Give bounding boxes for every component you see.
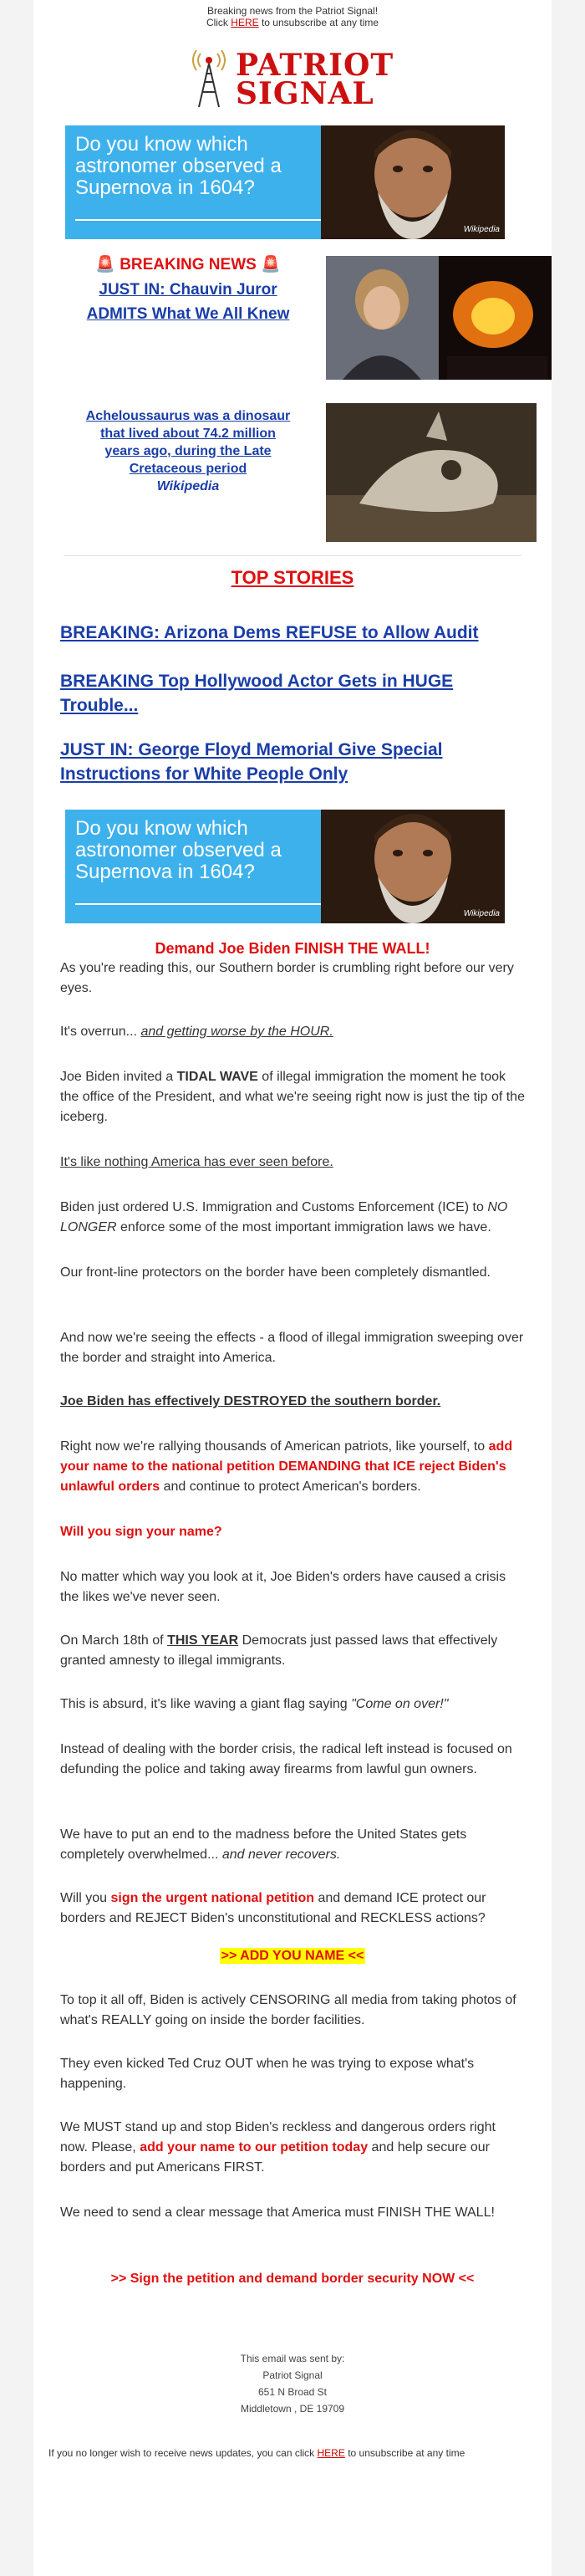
cta-container xyxy=(33,1949,552,1964)
fact-link[interactable]: Acheloussaurus was a dinosaur that lived about 74.2 million years ago, during the Late Cretaceous period xyxy=(85,409,291,476)
paragraph: Will you sign the urgent national petition and demand ICE protect our borders and REJECT Biden's unconstitutional and RECKLESS actions? xyxy=(60,1891,486,1925)
astronomer-portrait-image xyxy=(321,125,505,239)
banner-underline xyxy=(75,219,326,221)
paragraph: This is absurd, it's like waving a giant flag saying "Come on over!" xyxy=(60,1697,449,1711)
add-name-cta-button[interactable]: >> ADD YOU NAME << xyxy=(221,1949,364,1963)
paragraph: They even kicked Ted Cruz OUT when he was trying to expose what's happening. xyxy=(60,2057,475,2091)
paragraph: Right now we're rallying thousands of American patriots, like yourself, to add your name to the national petition DEMANDING that ICE reject Biden's unlawful orders and continue to protect American's borders. xyxy=(60,1439,513,1494)
banner-question: Do you know which astronomer observed a Supernova in 1604? xyxy=(75,817,282,883)
petition-inline-link[interactable]: add your name to our petition today xyxy=(140,2140,369,2154)
breaking-news-image[interactable] xyxy=(326,256,552,380)
paragraph: We have to put an end to the madness before the United States gets completely overwhelmed... and never recovers. xyxy=(60,1827,467,1862)
paragraph: And now we're seeing the effects - a flood of illegal immigration sweeping over the border and straight into America. xyxy=(60,1331,524,1365)
astronomer-portrait-image xyxy=(321,810,505,923)
petition-inline-link[interactable]: sign the urgent national petition xyxy=(110,1891,315,1905)
preheader-text: Breaking news from the Patriot Signal! xyxy=(206,5,379,17)
banner-underline xyxy=(75,903,326,905)
preheader xyxy=(33,5,552,28)
patriot-signal-logo[interactable] xyxy=(192,47,435,112)
paragraph: Will you sign your name? xyxy=(60,1525,222,1539)
paragraph: Instead of dealing with the border crisis, the radical left instead is focused on defunding the police and taking away firearms from lawful gun owners. xyxy=(60,1742,512,1776)
banner-credit: Wikipedia xyxy=(463,909,500,918)
paragraph: It's like nothing America has ever seen before. xyxy=(60,1155,333,1169)
unsubscribe-link-bottom[interactable]: HERE xyxy=(317,2447,345,2459)
email-page xyxy=(33,0,552,2576)
footer-unsubscribe: If you no longer wish to receive news updates, you can click HERE to unsubscribe at any time xyxy=(48,2447,465,2459)
breaking-headline-link[interactable]: JUST IN: Chauvin Juror ADMITS What We All Knew xyxy=(86,281,290,323)
divider xyxy=(64,555,521,556)
preheader-unsubscribe: Click HERE to unsubscribe at any time xyxy=(206,17,379,28)
logo-wordmark: PATRIOT SIGNAL xyxy=(236,48,394,111)
siren-icon: 🚨 xyxy=(261,256,281,273)
top-stories-title: TOP STORIES xyxy=(231,567,354,588)
fact-block xyxy=(84,407,292,495)
fact-source: Wikipedia xyxy=(156,479,220,493)
trivia-banner-ad[interactable] xyxy=(65,125,505,239)
breaking-news-label: 🚨 BREAKING NEWS 🚨 xyxy=(95,256,281,273)
paragraph: Our front-line protectors on the border have been completely dismantled. xyxy=(60,1265,491,1280)
paragraph: It's overrun... and getting worse by the HOUR. xyxy=(60,1025,333,1039)
sign-petition-cta-link[interactable]: >> Sign the petition and demand border security NOW << xyxy=(110,2272,475,2286)
paragraph: Joe Biden invited a TIDAL WAVE of illegal immigration the moment he took the office of the President, and what we're seeing right now is just the tip of the iceberg. xyxy=(60,1070,525,1124)
paragraph: As you're reading this, our Southern border is crumbling right before our very eyes. xyxy=(60,961,514,995)
unsubscribe-link-top[interactable]: HERE xyxy=(231,17,259,28)
paragraph: Biden just ordered U.S. Immigration and Customs Enforcement (ICE) to NO LONGER enforce some of the most important immigration laws we have. xyxy=(60,1200,508,1234)
story-link-2[interactable]: BREAKING Top Hollywood Actor Gets in HUGE Trouble... xyxy=(60,672,454,715)
siren-icon: 🚨 xyxy=(95,256,115,273)
radio-tower-icon xyxy=(192,50,226,109)
paragraph: On March 18th of THIS YEAR Democrats just passed laws that effectively granted amnesty to illegal immigrants. xyxy=(60,1633,498,1668)
paragraph: No matter which way you look at it, Joe Biden's orders have caused a crisis the likes we've never seen. xyxy=(60,1570,506,1604)
story-link-1[interactable]: BREAKING: Arizona Dems REFUSE to Allow Audit xyxy=(60,623,479,642)
petition-inline-link[interactable]: add your name to the national petition DEMANDING that ICE reject Biden's unlawful orders xyxy=(60,1439,513,1494)
banner-credit: Wikipedia xyxy=(463,225,500,234)
paragraph: To top it all off, Biden is actively CENSORING all media from taking photos of what's REALLY going on inside the border facilities. xyxy=(60,1993,516,2027)
trivia-banner-ad-2[interactable] xyxy=(65,810,505,923)
paragraph: Joe Biden has effectively DESTROYED the southern border. xyxy=(60,1394,441,1408)
dinosaur-skull-image[interactable] xyxy=(326,403,537,542)
story-link-3[interactable]: JUST IN: George Floyd Memorial Give Special Instructions for White People Only xyxy=(60,740,443,784)
paragraph: We need to send a clear message that America must FINISH THE WALL! xyxy=(60,2205,495,2220)
footer-address: This email was sent by: Patriot Signal 651 N Broad St Middletown , DE 19709 xyxy=(240,2353,345,2415)
breaking-news-block xyxy=(67,254,309,326)
paragraph: We MUST stand up and stop Biden's reckless and dangerous orders right now. Please, add your name to our petition today and help secure our borders and put Americans FIRST. xyxy=(60,2120,496,2175)
article-title: Demand Joe Biden FINISH THE WALL! xyxy=(155,940,430,957)
banner-question: Do you know which astronomer observed a Supernova in 1604? xyxy=(75,133,282,199)
